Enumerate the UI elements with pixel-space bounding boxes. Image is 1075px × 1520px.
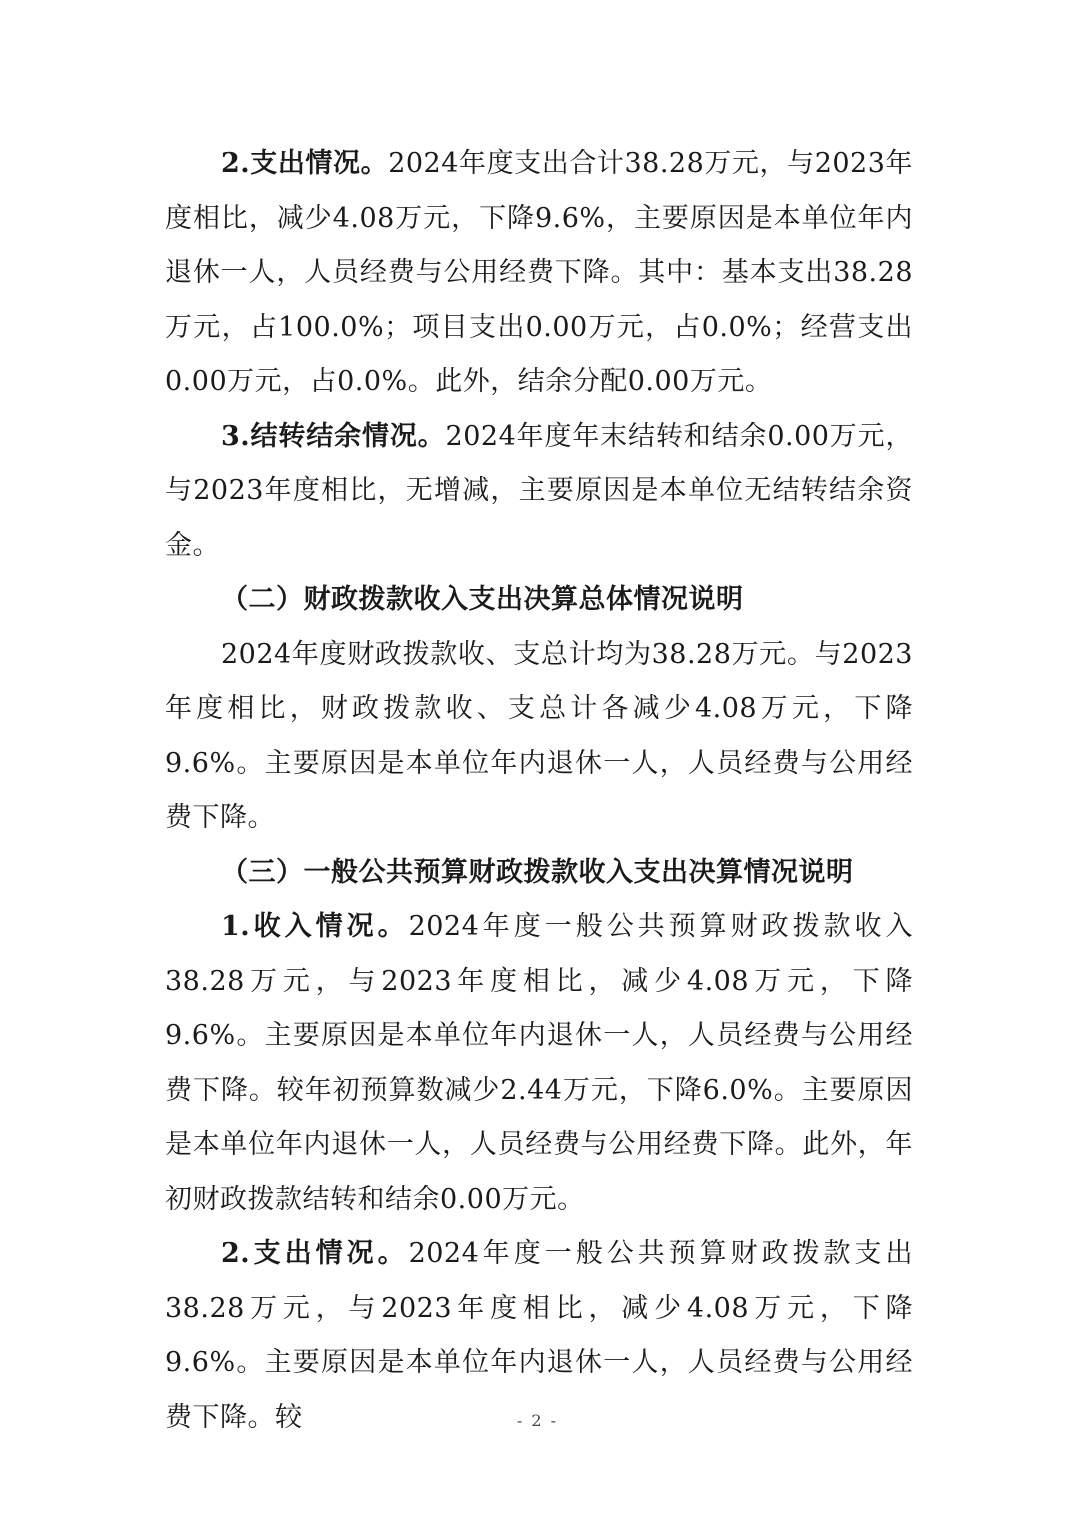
paragraph-text: 2024年度年末结转和结余0.00万元，与2023年度相比，无增减，主要原因是本单位无结转结余资金。 bbox=[165, 420, 913, 561]
paragraph-text: 2024年度一般公共预算财政拨款支出38.28万元，与2023年度相比，减少4.08万元，下降9.6%。主要原因是本单位年内退休一人，人员经费与公用经费下降。较 bbox=[165, 1238, 914, 1433]
page-number: - 2 - bbox=[516, 1411, 559, 1430]
paragraph-carryover bbox=[165, 410, 913, 574]
paragraph-fiscal-overall bbox=[165, 628, 913, 846]
paragraph-lead: 2.支出情况。 bbox=[221, 148, 389, 179]
paragraph-expenditure bbox=[165, 137, 913, 410]
paragraph-text: 2024年度财政拨款收、支总计均为38.28万元。与2023年度相比，财政拨款收、支总计各减少4.08万元，下降9.6%。主要原因是本单位年内退休一人，人员经费与公用经费下降。 bbox=[165, 638, 913, 833]
paragraph-lead: 3.结转结余情况。 bbox=[221, 420, 446, 452]
paragraph-income bbox=[165, 900, 913, 1227]
section-heading-general-budget: （三）一般公共预算财政拨款收入支出决算情况说明 bbox=[221, 856, 854, 888]
paragraph-lead: 1.收入情况。 bbox=[221, 911, 409, 942]
paragraph-text: 2024年度支出合计38.28万元，与2023年度相比，减少4.08万元，下降9.6%，主要原因是本单位年内退休一人，人员经费与公用经费下降。其中：基本支出38.28万元，占100.0%；项目支出0.00万元，占0.0%；经营支出0.00万元，占0.0%。此外，结余分配0.00万元。 bbox=[165, 148, 913, 397]
section-heading-fiscal-overall: （二）财政拨款收入支出决算总体情况说明 bbox=[221, 584, 744, 615]
document-page bbox=[165, 137, 913, 1445]
paragraph-text: 2024年度一般公共预算财政拨款收入38.28万元，与2023年度相比，减少4.08万元，下降9.6%。主要原因是本单位年内退休一人，人员经费与公用经费下降。较年初预算数减少2.44万元，下降6.0%。主要原因是本单位年内退休一人，人员经费与公用经费下降。此外，年初财政拨款结转和结余0.00万元。 bbox=[165, 911, 914, 1215]
paragraph-lead: 2.支出情况。 bbox=[221, 1238, 409, 1269]
